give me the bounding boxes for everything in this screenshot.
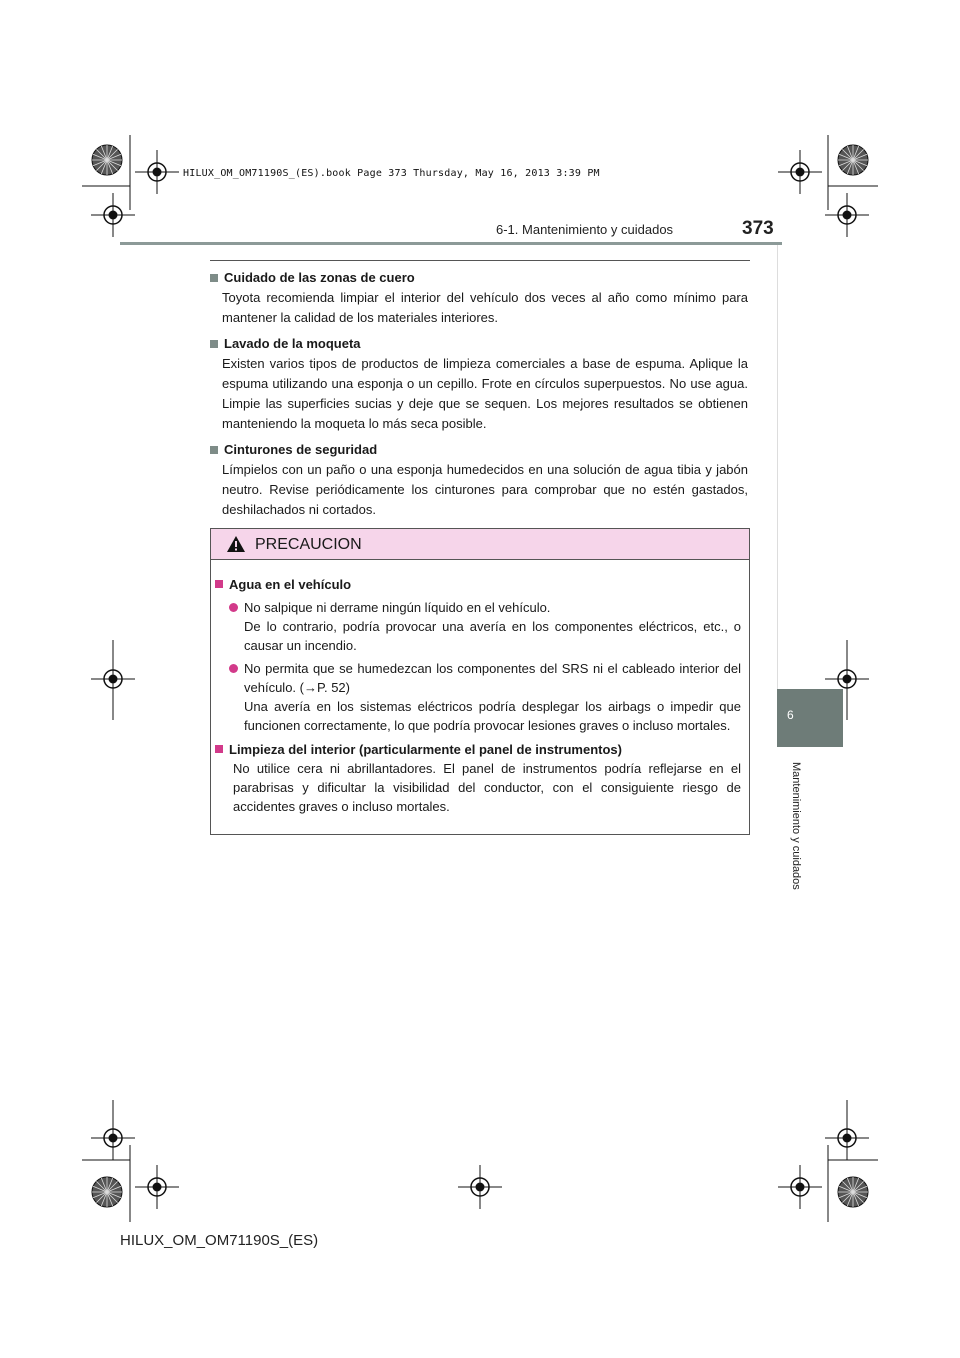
chapter-number: 6 [787,708,794,722]
section-heading: Cinturones de seguridad [210,440,748,460]
caution-text: No utilice cera ni abrillantadores. El panel de instrumentos podría reflejarse en el parabrisas y dificultar la visibilidad del conductor, con el consiguiente riesgo de accidentes graves o incluso mortales. [233,761,741,814]
section-seatbelts [210,440,748,520]
arrow-icon: → [303,680,317,695]
square-bullet-icon [210,340,218,348]
book-info: HILUX_OM_OM71190S_(ES).book Page 373 Thursday, May 16, 2013 3:39 PM [183,168,600,179]
caution-heading: Limpieza del interior (particularmente el panel de instrumentos) [215,739,741,759]
square-bullet-icon [210,446,218,454]
footer-code: HILUX_OM_OM71190S_(ES) [120,1232,319,1249]
circle-bullet-icon [229,603,238,612]
page-reference-link[interactable]: P. 52) [316,680,350,695]
section-text: Límpielos con un paño o una esponja humedecidos en una solución de agua tibia y jabón neutro. Revise periódicamente los cinturones para comprobar que no estén gastados, deshilachados ni cortados. [222,462,748,517]
side-rule [777,245,778,689]
square-bullet-icon [215,580,223,588]
section-title: 6-1. Mantenimiento y cuidados [496,222,674,237]
section-text: Toyota recomienda limpiar el interior del vehículo dos veces al año como mínimo para mantener la calidad de los materiales interiores. [222,290,748,325]
page-number: 373 [742,218,774,239]
header-rule [120,242,782,245]
caution-title: PRECAUCION [255,536,362,553]
section-heading: Lavado de la moqueta [210,334,748,354]
caution-item: No permita que se humedezcan los componentes del SRS ni el cableado interior del vehículo. (→P. 52) Una avería en los sistemas eléctricos podría desplegar los airbags o impedir que funcionen correctamente, lo que podría provocar lesiones graves o incluso mortales. [229,659,741,735]
section-leather [210,268,748,328]
square-bullet-icon [210,274,218,282]
warning-triangle-icon [226,535,246,553]
chapter-label: Mantenimiento y cuidados [790,762,802,890]
section-heading: Cuidado de las zonas de cuero [210,268,748,288]
caution-box [210,528,750,835]
caution-header [211,529,749,560]
main-content [210,268,748,526]
square-bullet-icon [215,745,223,753]
section-text: Existen varios tipos de productos de limpieza comerciales a base de espuma. Aplique la espuma utilizando una esponja o un cepillo. Frote en círculos superpuestos. No use agua. Limpie las superficies sucias y deje que se sequen. Los mejores resultados se obtienen manteniendo la moqueta lo más seca posible. [222,356,748,431]
content-rule [210,260,750,261]
caution-heading: Agua en el vehículo [215,574,741,594]
circle-bullet-icon [229,664,238,673]
caution-body [211,560,749,816]
caution-item: No salpique ni derrame ningún líquido en el vehículo. De lo contrario, podría provocar una avería en los componentes eléctricos, etc., o causar un incendio. [229,598,741,655]
section-carpet [210,334,748,434]
